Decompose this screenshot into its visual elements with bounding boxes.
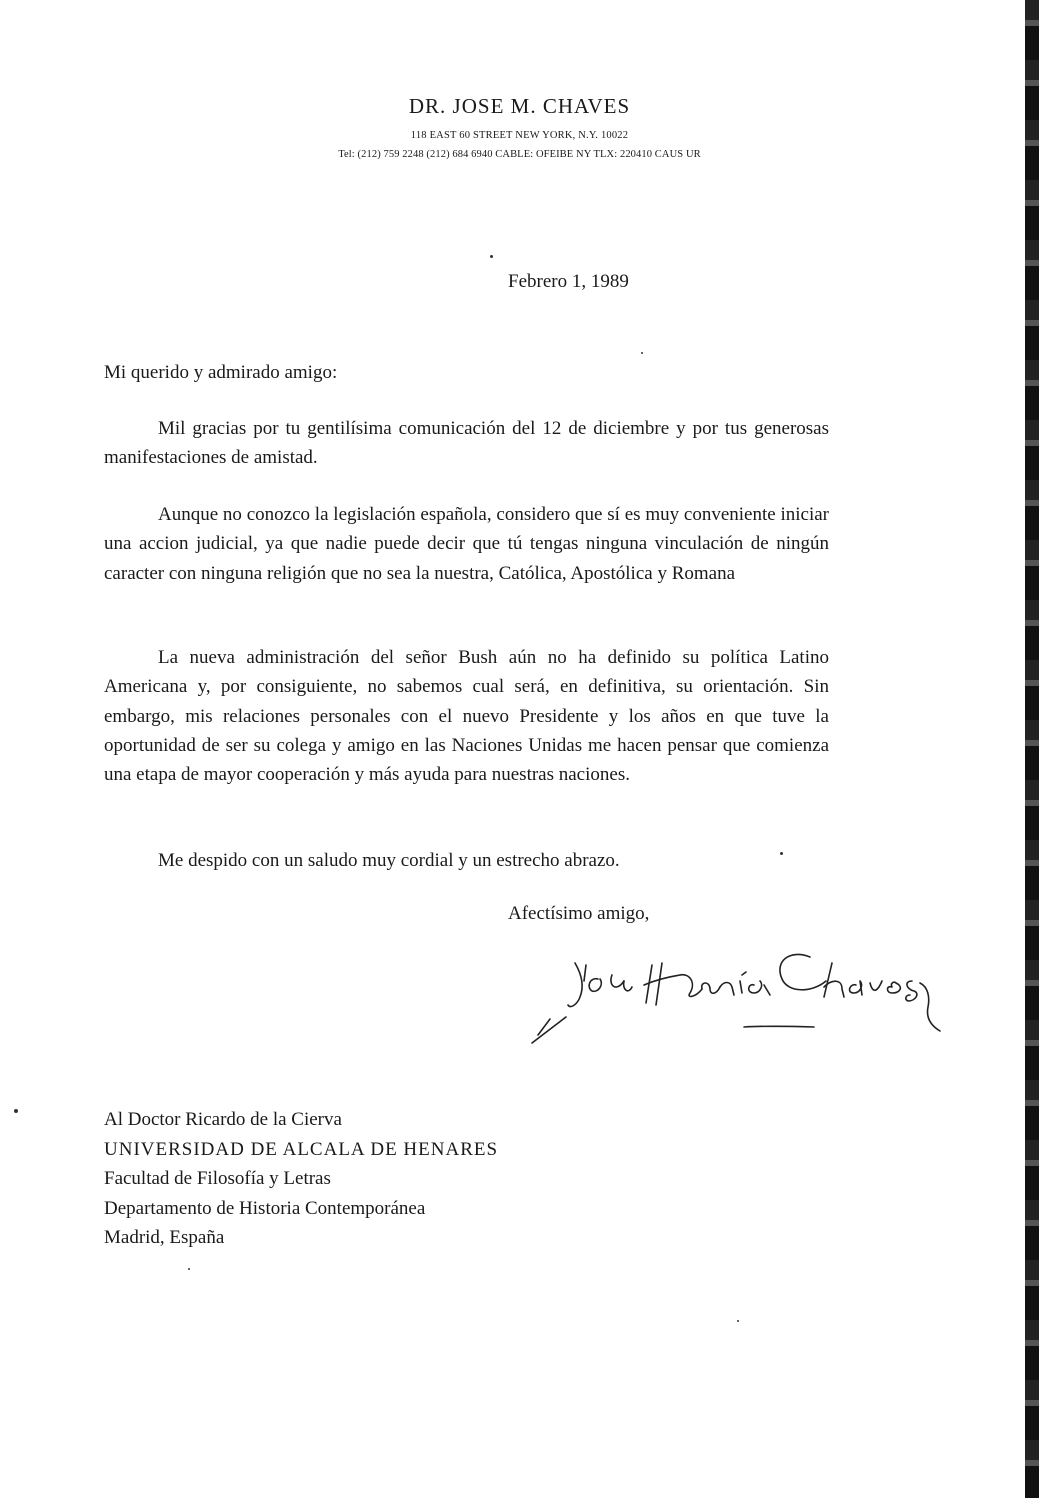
scan-speck — [490, 255, 493, 258]
paragraph-2: Aunque no conozco la legislación española, considero que sí es muy conveniente iniciar una accion judicial, ya que nadie puede decir que tú tengas ninguna vinculación de ningún caracter con ninguna religión que no sea la nuestra, Católica, Apostólica y Romana — [104, 504, 829, 584]
letterhead-address: 118 EAST 60 STREET NEW YORK, N.Y. 10022 — [410, 130, 629, 141]
handwritten-signature — [520, 935, 960, 1055]
recipient-line-2: UNIVERSIDAD DE ALCALA DE HENARES — [104, 1138, 499, 1160]
paragraph-1: Mil gracias por tu gentilísima comunicación del 12 de diciembre y por tus generosas manifestaciones de amistad. — [104, 418, 829, 469]
paragraph-3: La nueva administración del señor Bush aún no ha definido su política Latino Americana y, por consiguiente, no sabemos cual será, en definitiva, su orientación. Sin embargo, mis relaciones personales con el nuevo Presidente y los años en que tuve la oportunidad de ser su colega y amigo en las Naciones Unidas me hacen pensar que comienza una etapa de mayor cooperación y más ayuda para nuestras naciones. — [104, 647, 829, 786]
closing: Afectísimo amigo, — [508, 903, 650, 924]
recipient-line-4: Departamento de Historia Contemporánea — [104, 1197, 426, 1219]
letter-date: Febrero 1, 1989 — [508, 271, 629, 292]
recipient-line-3: Facultad de Filosofía y Letras — [104, 1168, 331, 1189]
paragraph-4: Me despido con un saludo muy cordial y un estrecho abrazo. — [158, 850, 620, 871]
scan-speck — [14, 1109, 18, 1113]
scan-speck — [641, 352, 643, 354]
scan-speck — [737, 1320, 739, 1322]
salutation: Mi querido y admirado amigo: — [104, 362, 338, 383]
scan-speck — [188, 1268, 190, 1270]
scan-speck — [780, 852, 783, 855]
recipient-line-5: Madrid, España — [104, 1227, 225, 1248]
letterhead-contact: Tel: (212) 759 2248 (212) 684 6940 CABLE: OFEIBE NY TLX: 220410 CAUS UR — [338, 149, 701, 160]
recipient-address — [104, 1105, 498, 1253]
scan-edge-strip — [1025, 0, 1039, 1498]
letterhead-name: DR. JOSE M. CHAVES — [408, 94, 631, 118]
recipient-line-1: Al Doctor Ricardo de la Cierva — [104, 1109, 342, 1130]
